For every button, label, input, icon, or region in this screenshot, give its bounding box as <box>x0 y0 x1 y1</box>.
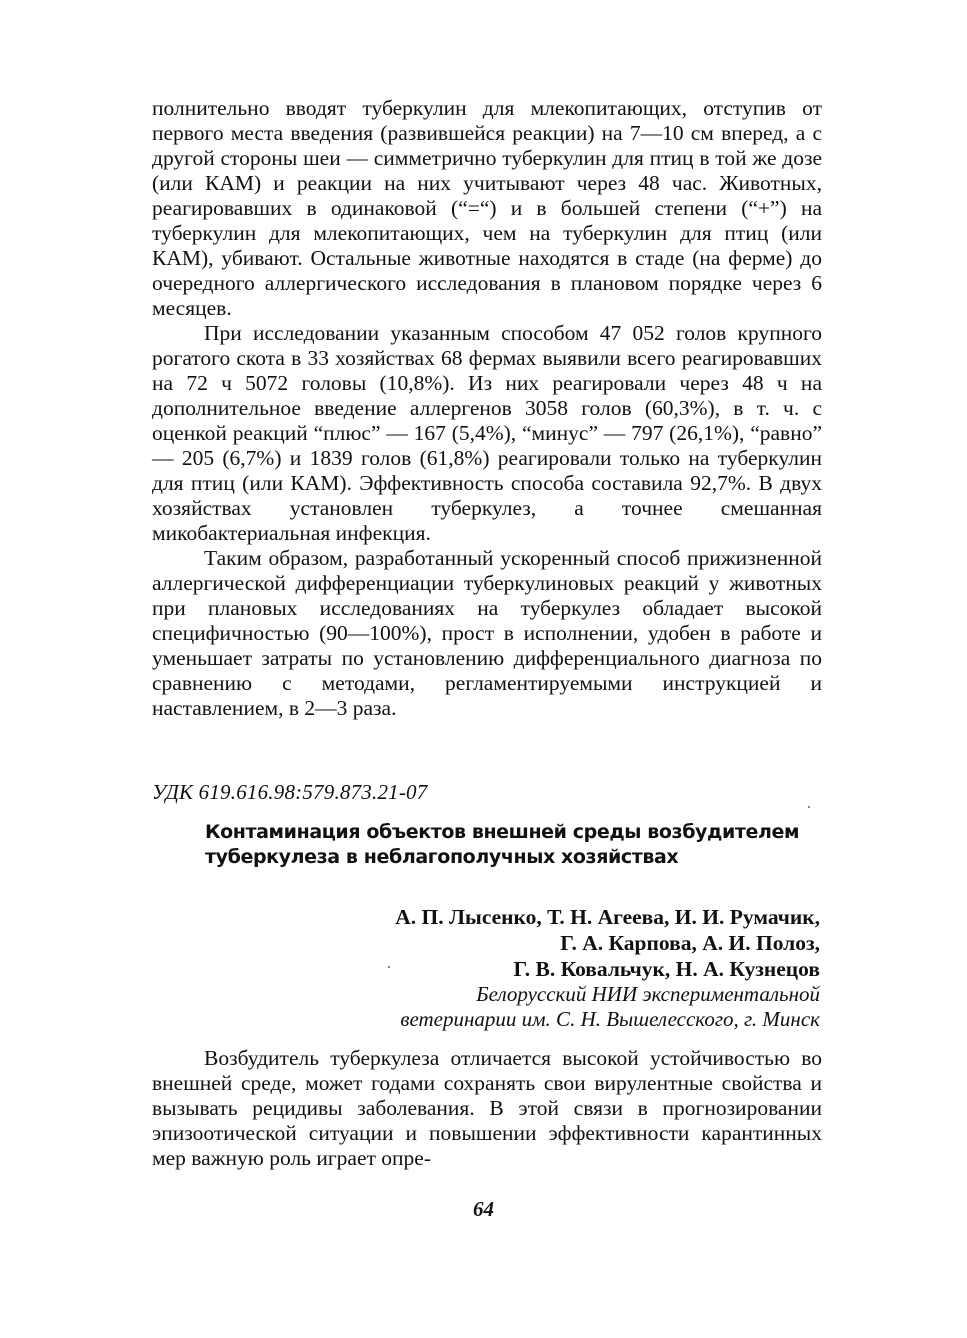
authors <box>300 904 820 982</box>
article-body <box>152 1046 822 1171</box>
top-text-block <box>152 96 822 721</box>
paragraph-continued: полнительно вводят туберкулин для млекопитающих, отступив от первого места введения (развившейся реакции) на 7—10 см вперед, а с другой стороны шеи — симметрично туберкулин для птиц в той же дозе (или КАМ) и реакции на них учитывают через 48 час. Животных, реагировавших в одинаковой (“=“) и в большей степени (“+”) на туберкулин для млекопитающих, чем на туберкулин для птиц (или КАМ), убивают. Остальные животные находятся в стаде (на ферме) до очередного аллергического исследования в плановом порядке через 6 месяцев. <box>152 96 822 320</box>
udk-code: УДК 619.616.98:579.873.21-07 <box>152 780 428 804</box>
article-title-line: туберкулеза в неблагополучных хозяйствах <box>205 846 679 868</box>
scan-speck <box>808 806 810 808</box>
article-title <box>205 820 825 870</box>
authors-line: А. П. Лысенко, Т. Н. Агеева, И. И. Румачик, <box>395 905 820 929</box>
authors-line: Г. В. Ковальчук, Н. А. Кузнецов <box>513 957 820 981</box>
article-title-line: Контаминация объектов внешней среды возбудителем <box>205 821 800 843</box>
scan-speck <box>388 966 390 968</box>
paragraph-conclusion: Таким образом, разработанный ускоренный способ прижизненной аллергической дифференциации туберкулиновых реакций у животных при плановых исследованиях на туберкулез обладает высокой специфичностью (90—100%), прост в исполнении, удобен в работе и уменьшает затраты по установлению дифференциального диагноза по сравнению с методами, регламентируемыми инструкцией и наставлением, в 2—3 раза. <box>152 546 822 720</box>
page-number: 64 <box>473 1197 494 1221</box>
affiliation-line: Белорусский НИИ экспериментальной <box>476 982 820 1006</box>
affiliation <box>300 982 820 1032</box>
paragraph-study-results: При исследовании указанным способом 47 052 голов крупного рогатого скота в 33 хозяйствах 68 фермах выявили всего реагировавших на 72 ч 5072 головы (10,8%). Из них реагировали через 48 ч на дополнительное введение аллергенов 3058 голов (60,3%), в т. ч. с оценкой реакций “плюс” — 167 (5,4%), “минус” — 797 (26,1%), “равно” — 205 (6,7%) и 1839 голов (61,8%) реагировали только на туберкулин для птиц (или КАМ). Эффективность способа составила 92,7%. В двух хозяйствах установлен туберкулез, а точнее смешанная микобактериальная инфекция. <box>152 321 822 545</box>
authors-line: Г. А. Карпова, А. И. Полоз, <box>560 931 820 955</box>
paragraph-intro: Возбудитель туберкулеза отличается высокой устойчивостью во внешней среде, может годами сохранять свои вирулентные свойства и вызывать рецидивы заболевания. В этой связи в прогнозировании эпизоотической ситуации и повышении эффективности карантинных мер важную роль играет опре- <box>152 1046 822 1170</box>
affiliation-line: ветеринарии им. С. Н. Вышелесского, г. Минск <box>400 1007 820 1031</box>
